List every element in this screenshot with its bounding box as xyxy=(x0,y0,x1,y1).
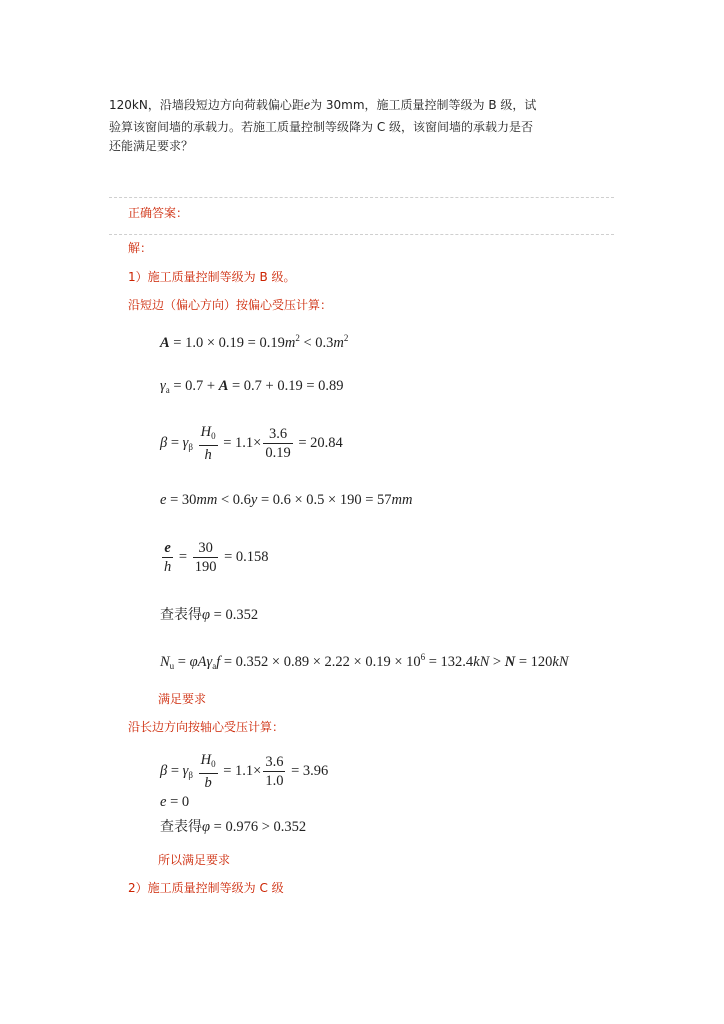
divider xyxy=(109,234,614,235)
equation-eccentricity: e = 30mm < 0.6y = 0.6 × 0.5 × 190 = 57mm xyxy=(160,492,413,508)
equation-phi-lookup-1: 查表得φ = 0.352 xyxy=(160,607,259,623)
eccentricity-symbol: e xyxy=(303,98,311,113)
solution-label: 解： xyxy=(128,241,153,255)
question-line-2: 验算该窗间墙的承载力。若施工质量控制等级降为 C 级，该窗间墙的承载力是否 xyxy=(109,120,534,134)
fraction-e-h: $\frac{e}{h}$ xyxy=(164,540,172,575)
fraction-h0-h: $\frac{H_0}{h}$ xyxy=(200,424,216,463)
question-line-1: 120kN，沿墙段短边方向荷载偏心距e为 30mm，施工质量控制等级为 B 级，试 xyxy=(109,98,537,113)
satisfied-note-2: 所以满足要求 xyxy=(158,853,231,867)
equation-e-over-h: $\frac{e}{h}$ = $\frac{30}{190}$ = 0.158 xyxy=(164,540,269,575)
equation-e-zero: e = 0 xyxy=(160,794,190,810)
divider xyxy=(109,197,614,198)
satisfied-note-1: 满足要求 xyxy=(158,692,207,706)
question-line-3: 还能满足要求？ xyxy=(109,139,194,153)
fraction-h0-b: $\frac{H_0}{b}$ xyxy=(200,752,216,791)
step-2-title: 2）施工质量控制等级为 C 级 xyxy=(128,881,284,895)
step-1-title: 1）施工质量控制等级为 B 级。 xyxy=(128,270,296,284)
fraction-values: $\frac{3.6}{0.19}$ xyxy=(265,426,291,461)
fraction-30-190: $\frac{30}{190}$ xyxy=(194,540,217,575)
answer-label: 正确答案： xyxy=(128,206,189,220)
long-side-title: 沿长边方向按轴心受压计算： xyxy=(128,720,285,734)
equation-phi-lookup-2: 查表得φ = 0.976 > 0.352 xyxy=(160,819,307,835)
short-side-title: 沿短边（偏心方向）按偏心受压计算： xyxy=(128,298,333,312)
fraction-values-long: $\frac{3.6}{1.0}$ xyxy=(265,754,284,789)
equation-area: $A = 1.0 \times 0.19 = 0.19m^2 < 0.3m^2$ xyxy=(160,333,349,351)
equation-gamma-a: $\gamma_a = 0.7 + A = 0.7 + 0.19 = 0.89$ xyxy=(160,378,344,395)
equation-beta-long: $\beta = \gamma_\beta$ $\frac{H_0}{b}$ = 1.1× $\frac{3.6}{1.0}$ = 3.96 xyxy=(160,752,329,791)
equation-bearing-capacity: $N_u = \varphi A\gamma_af = 0.352 \times 0.89 \times 2.22 \times 0.19 \times 10^6 = 132.4kN > N = 120kN$ xyxy=(160,652,569,671)
equation-beta-short: $\beta = \gamma_\beta$ $\frac{H_0}{h}$ = 1.1× $\frac{3.6}{0.19}$ = 20.84 xyxy=(160,424,343,463)
